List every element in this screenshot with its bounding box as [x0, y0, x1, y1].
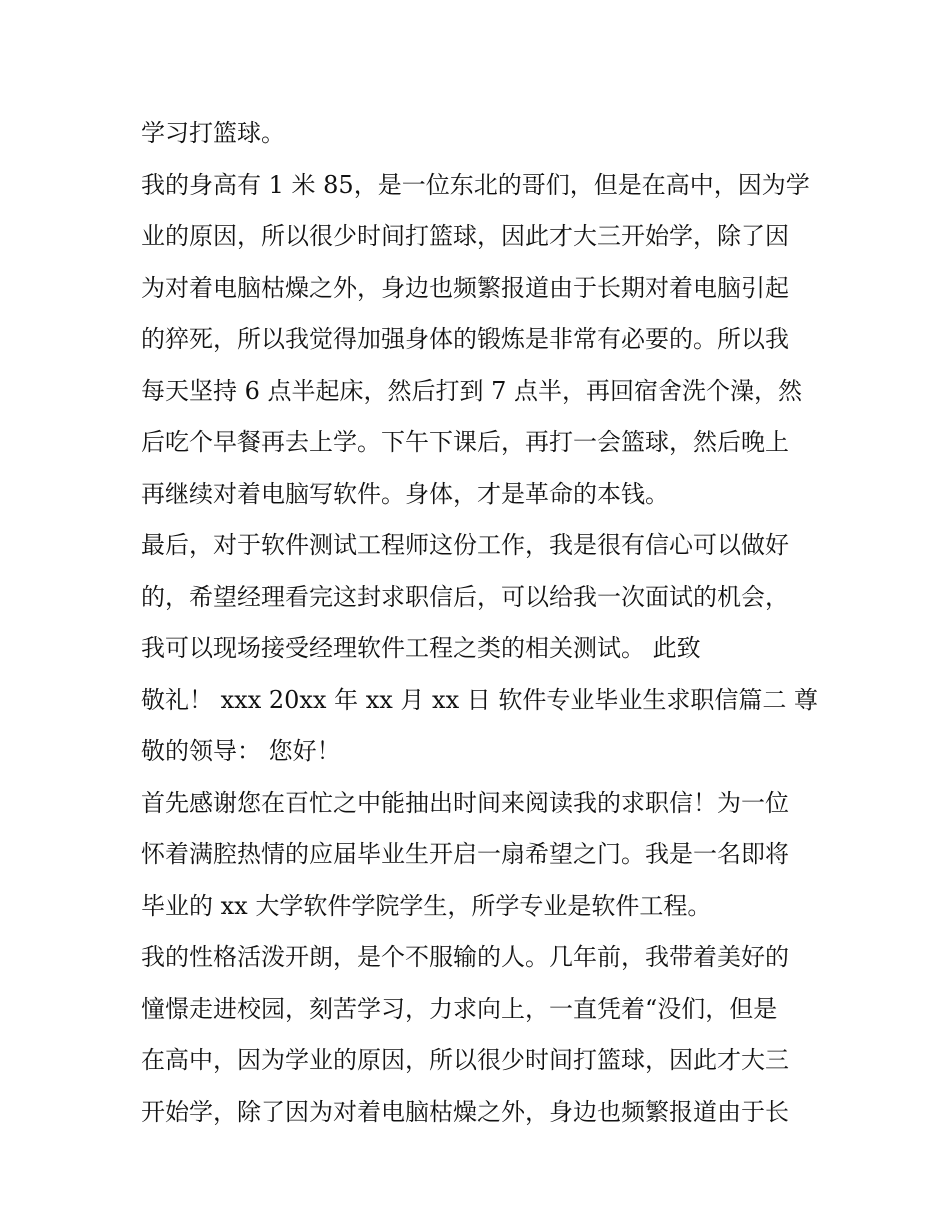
text-line-17: 我的性格活泼开朗，是个不服输的人。几年前，我带着美好的 [141, 943, 789, 971]
text-line-6: 每天坚持 6 点半起床，然后打到 7 点半，再回宿舍洗个澡，然 [141, 376, 803, 405]
text-line-14: 首先感谢您在百忙之中能抽出时间来阅读我的求职信！为一位 [141, 788, 789, 817]
text-line-16: 毕业的 xx 大学软件学院学生，所学专业是软件工程。 [141, 891, 712, 920]
text-line-13: 敬的领导： 您好！ [141, 737, 341, 765]
text-line-11: 我可以现场接受经理软件工程之类的相关测试。 此致 [141, 634, 701, 662]
text-line-12: 敬礼！ xxx 20xx 年 xx 月 xx 日 软件专业毕业生求职信篇二 尊 [141, 685, 819, 714]
text-line-7: 后吃个早餐再去上学。下午下课后，再打一会篮球，然后晚上 [141, 428, 789, 456]
body-text [141, 108, 821, 1138]
text-line-19: 在高中，因为学业的原因，所以很少时间打篮球，因此才大三 [141, 1046, 789, 1074]
text-line-3: 业的原因，所以很少时间打篮球，因此才大三开始学，除了因 [141, 222, 789, 250]
text-line-2: 我的身高有 1 米 85，是一位东北的哥们，但是在高中，因为学 [141, 170, 810, 199]
text-line-4: 为对着电脑枯燥之外，身边也频繁报道由于长期对着电脑引起 [141, 273, 789, 302]
text-line-8: 再继续对着电脑写软件。身体，才是革命的本钱。 [141, 479, 669, 508]
text-line-10: 的，希望经理看完这封求职信后，可以给我一次面试的机会， [141, 582, 789, 611]
text-line-1: 学习打篮球。 [141, 119, 285, 147]
text-line-20: 开始学，除了因为对着电脑枯燥之外，身边也频繁报道由于长 [141, 1097, 789, 1126]
text-line-5: 的猝死，所以我觉得加强身体的锻炼是非常有必要的。所以我 [141, 325, 789, 353]
text-line-9: 最后，对于软件测试工程师这份工作，我是很有信心可以做好 [141, 531, 789, 559]
text-line-18: 憧憬走进校园，刻苦学习，力求向上，一直凭着“没们，但是 [141, 994, 778, 1023]
text-line-15: 怀着满腔热情的应届毕业生开启一扇希望之门。我是一名即将 [141, 840, 789, 868]
